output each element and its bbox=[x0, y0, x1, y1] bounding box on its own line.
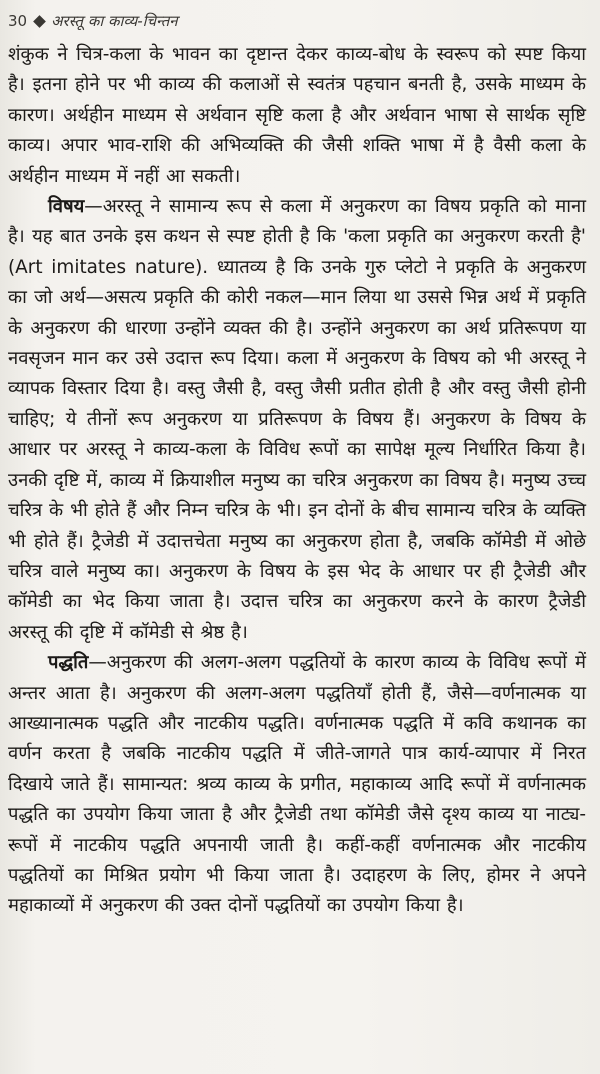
paragraph-intro bbox=[8, 40, 586, 192]
paragraph-heading: पद्धति bbox=[48, 652, 89, 674]
body-text bbox=[8, 40, 586, 922]
paragraph-vishay bbox=[8, 192, 586, 648]
paragraph-heading: विषय bbox=[48, 196, 85, 218]
paragraph-text: शंकुक ने चित्र-कला के भावन का दृष्टान्त देकर काव्य-बोध के स्वरूप को स्पष्ट किया है। इतना होने पर भी काव्य की कलाओं से स्वतंत्र पहचान बनती है, उसके माध्यम के कारण। अर्थहीन माध्यम से अर्थवान सृष्टि कला है और अर्थवान भाषा से सार्थक सृष्टि काव्य। अपार भाव-राशि की अभिव्यक्ति की जैसी शक्ति भाषा में है वैसी कला के अर्थहीन माध्यम में नहीं आ सकती। bbox=[8, 44, 586, 187]
paragraph-paddhati bbox=[8, 648, 586, 922]
page-number: 30 bbox=[8, 12, 28, 30]
paragraph-text: —अरस्तू ने सामान्य रूप से कला में अनुकरण का विषय प्रकृति को माना है। यह बात उनके इस कथन से स्पष्ट होती है कि 'कला प्रकृति का अनुकरण करती है' (Art imitates nature). ध्यातव्य है कि उनके गुरु प्लेटो ने प्रकृति के अनुकरण का जो अर्थ—असत्य प्रकृति की कोरी नकल—मान लिया था उससे भिन्न अर्थ में प्रकृति के अनुकरण की धारणा उन्होंने व्यक्त की है। उन्होंने अनुकरण का अर्थ प्रतिरूपण या नवसृजन मान कर उसे उदात्त रूप दिया। कला में अनुकरण के विषय को भी अरस्तू ने व्यापक विस्तार दिया है। वस्तु जैसी है, वस्तु जैसी प्रतीत होती है और वस्तु जैसी होनी चाहिए; ये तीनों रूप अनुकरण या प्रतिरूपण के विषय हैं। अनुकरण के विषय के आधार पर अरस्तू ने काव्य-कला के विविध रूपों का सापेक्ष मूल्य निर्धारित किया है। उनकी दृष्टि में, काव्य में क्रियाशील मनुष्य का चरित्र अनुकरण का विषय है। मनुष्य उच्च चरित्र के भी होते हैं और निम्न चरित्र के भी। इन दोनों के बीच सामान्य चरित्र के व्यक्ति भी होते हैं। ट्रैजेडी में उदात्तचेता मनुष्य का अनुकरण होता है, जबकि कॉमेडी में ओछे चरित्र वाले मनुष्य का। अनुकरण के विषय के इस भेद के आधार पर ही ट्रैजेडी और कॉमेडी का भेद किया जाता है। उदात्त चरित्र का अनुकरण करने के कारण ट्रैजेडी अरस्तू की दृष्टि में कॉमेडी से श्रेष्ठ है। bbox=[8, 196, 586, 643]
page-header bbox=[8, 8, 586, 34]
running-title: अरस्तू का काव्य-चिन्तन bbox=[51, 12, 178, 30]
paragraph-text: —अनुकरण की अलग-अलग पद्धतियों के कारण काव्य के विविध रूपों में अन्तर आता है। अनुकरण की अलग-अलग पद्धतियाँ होती हैं, जैसे—वर्णनात्मक या आख्यानात्मक पद्धति और नाटकीय पद्धति। वर्णनात्मक पद्धति में कवि कथानक का वर्णन करता है जबकि नाटकीय पद्धति में जीते-जागते पात्र कार्य-व्यापार में निरत दिखाये जाते हैं। सामान्यत: श्रव्य काव्य के प्रगीत, महाकाव्य आदि रूपों में वर्णनात्मक पद्धति का उपयोग किया जाता है और ट्रैजेडी तथा कॉमेडी जैसे दृश्य काव्य या नाट्य-रूपों में नाटकीय पद्धति अपनायी जाती है। कहीं-कहीं वर्णनात्मक और नाटकीय पद्धतियों का मिश्रित प्रयोग भी किया जाता है। उदाहरण के लिए, होमर ने अपने महाकाव्यों में अनुकरण की उक्त दोनों पद्धतियों का उपयोग किया है। bbox=[8, 652, 586, 917]
diamond-bullet-icon bbox=[33, 15, 46, 28]
